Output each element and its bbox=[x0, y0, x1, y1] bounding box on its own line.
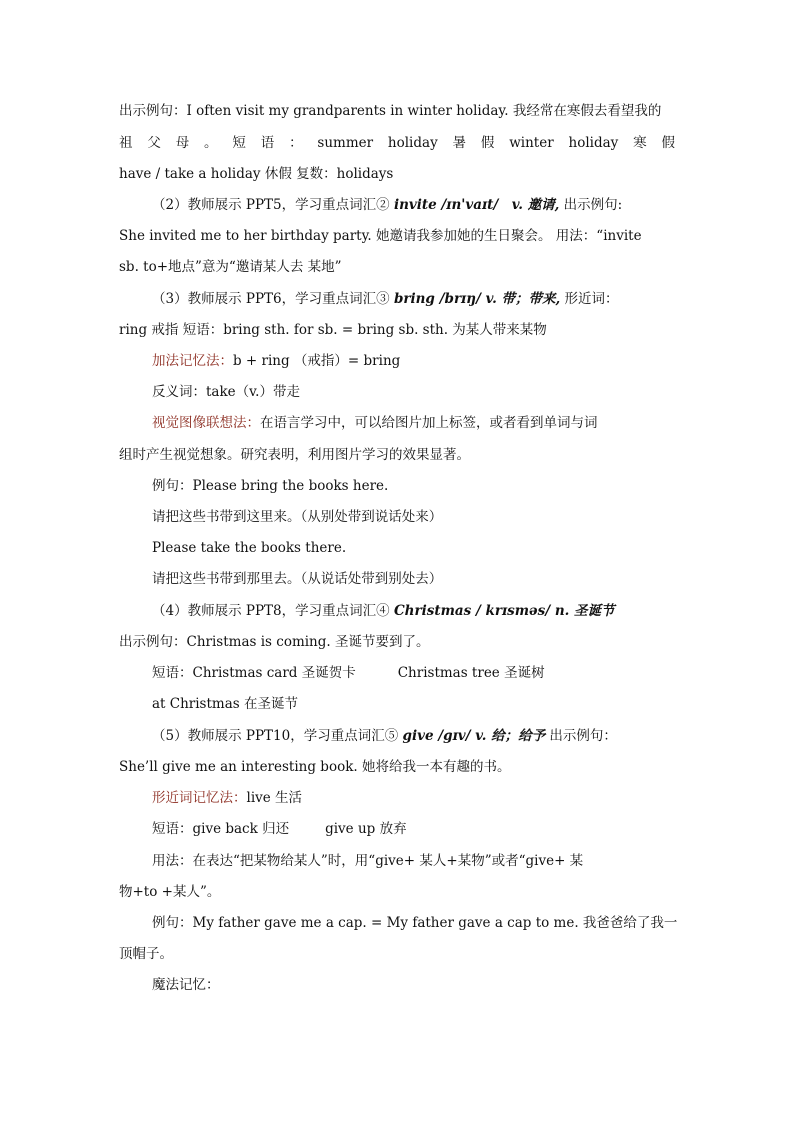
word: winter bbox=[509, 135, 554, 151]
phrase: 短语：give back 归还 bbox=[152, 821, 290, 837]
tip-text: 在语言学习中，可以给图片加上标签，或者看到单词与词 bbox=[260, 415, 598, 431]
phrase: Christmas tree 圣诞树 bbox=[397, 665, 545, 681]
tip-text: live 生活 bbox=[246, 790, 303, 806]
word: 假 bbox=[661, 135, 675, 151]
vocab-word: bring /brɪŋ/ v. 带；带来, bbox=[393, 291, 561, 307]
word: 。 bbox=[204, 135, 218, 151]
word: holiday bbox=[387, 135, 438, 151]
text-line: have / take a holiday 休假 复数：holidays bbox=[119, 166, 394, 182]
phrase: 短语：Christmas card 圣诞贺卡 bbox=[152, 665, 356, 681]
text-line: She invited me to her birthday party. 她邀请我参加她的生日聚会。 用法：“invite bbox=[119, 228, 642, 244]
phrase-line bbox=[152, 663, 545, 683]
word: 祖 bbox=[119, 135, 133, 151]
heading-text: （5）教师展示 PPT10，学习重点词汇⑤ bbox=[152, 728, 399, 744]
heading-tail: 形近词： bbox=[564, 291, 619, 307]
text-line: 物+to +某人”。 bbox=[119, 884, 221, 900]
word: 寒 bbox=[633, 135, 647, 151]
word: 母 bbox=[175, 135, 190, 151]
word: ： bbox=[289, 135, 303, 151]
heading-text: （2）教师展示 PPT5，学习重点词汇② bbox=[152, 197, 390, 213]
text-line: 顶帽子。 bbox=[119, 946, 173, 962]
vocab-heading-bring bbox=[152, 289, 619, 309]
vocab-word: give /gɪv/ v. 给；给予 bbox=[402, 728, 546, 744]
phrase: give up 放弃 bbox=[325, 821, 407, 837]
text-line: 用法：在表达“把某物给某人”时，用“give+ 某人+某物”或者“give+ 某 bbox=[152, 853, 584, 869]
word: 暑 bbox=[452, 135, 467, 151]
heading-tail: 出示例句： bbox=[549, 728, 617, 744]
text-line-justified bbox=[119, 133, 675, 153]
word: 假 bbox=[480, 135, 495, 151]
vocab-heading-invite bbox=[152, 195, 622, 215]
tip-text: b + ring （戒指）= bring bbox=[233, 353, 401, 369]
text-line: sb. to+地点”意为“邀请某人去 某地” bbox=[119, 259, 342, 275]
text-line: 请把这些书带到这里来。（从别处带到说话处来） bbox=[152, 509, 443, 525]
text-line: 例句：My father gave me a cap. = My father gave a cap to me. 我爸爸给了我一 bbox=[152, 915, 678, 931]
text-line: She’ll give me an interesting book. 她将给我一本有趣的书。 bbox=[119, 759, 511, 775]
text-line: at Christmas 在圣诞节 bbox=[152, 696, 298, 712]
text-line: 组时产生视觉想象。研究表明，利用图片学习的效果显著。 bbox=[119, 447, 470, 463]
word: summer bbox=[317, 135, 374, 151]
memory-tip-visual bbox=[152, 413, 598, 433]
vocab-word: Christmas / krɪsməs/ n. 圣诞节 bbox=[393, 603, 615, 619]
tip-label: 形近词记忆法： bbox=[152, 790, 247, 806]
word: 短 bbox=[232, 135, 246, 151]
vocab-word: invite /ɪn'vaɪt/ v. 邀请, bbox=[393, 197, 560, 213]
heading-text: （3）教师展示 PPT6，学习重点词汇③ bbox=[152, 291, 390, 307]
text-line: 反义词：take（v.）带走 bbox=[152, 384, 300, 400]
phrase-line bbox=[152, 819, 407, 839]
tip-label: 视觉图像联想法： bbox=[152, 415, 260, 431]
heading-text: （4）教师展示 PPT8，学习重点词汇④ bbox=[152, 603, 390, 619]
memory-tip-similar bbox=[152, 788, 302, 808]
text-line: Please take the books there. bbox=[152, 540, 347, 556]
text-line: 魔法记忆： bbox=[152, 977, 220, 993]
tip-label: 加法记忆法： bbox=[152, 353, 233, 369]
word: 父 bbox=[147, 135, 161, 151]
text-line: 出示例句：I often visit my grandparents in winter holiday. 我经常在寒假去看望我的 bbox=[119, 103, 662, 119]
heading-tail: 出示例句: bbox=[563, 197, 623, 213]
text-line: 例句：Please bring the books here. bbox=[152, 478, 389, 494]
text-line: ring 戒指 短语：bring sth. for sb. = bring sb. sth. 为某人带来某物 bbox=[119, 322, 547, 338]
text-line: 出示例句：Christmas is coming. 圣诞节要到了。 bbox=[119, 634, 430, 650]
word: 语 bbox=[260, 135, 275, 151]
memory-tip-addition bbox=[152, 351, 400, 371]
text-line: 请把这些书带到那里去。（从说话处带到别处去） bbox=[152, 571, 443, 587]
vocab-heading-christmas bbox=[152, 601, 615, 621]
vocab-heading-give bbox=[152, 726, 617, 746]
word: holiday bbox=[568, 135, 619, 151]
